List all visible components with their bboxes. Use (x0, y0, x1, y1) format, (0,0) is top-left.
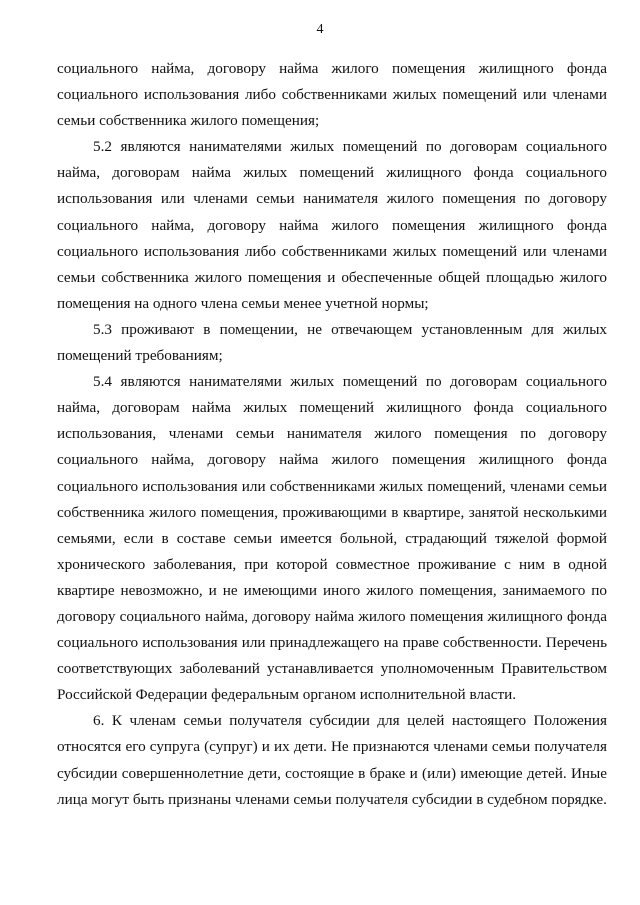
paragraph-continued: социального найма, договору найма жилого помещения жилищного фонда социального использования либо собственниками жилых помещений или членами семьи собственника жилого помещения; (57, 60, 607, 130)
paragraph-5-4: 5.4 являются нанимателями жилых помещений по договорам социального найма, договорам найма жилых помещений жилищного фонда социального использования, членами семьи нанимателя жилого помещения по договору социального найма, договору найма жилого помещения жилищного фонда социального использования или собственниками жилых помещений, членами семьи собственника жилого помещения, проживающими в квартире, занятой несколькими семьями, если в составе семьи имеется больной, страдающий тяжелой формой хронического заболевания, при которой совместное проживание с ним в одной квартире невозможно, и не имеющими иного жилого помещения, занимаемого по договору социального найма, договору найма жилого помещения жилищного фонда социального использования или принадлежащего на праве собственности. Перечень соответствующих заболеваний устанавливается уполномоченным Правительством Российской Федерации федеральным органом исполнительной власти. (57, 373, 607, 704)
document-body (57, 56, 607, 813)
paragraph-6: 6. К членам семьи получателя субсидии для целей настоящего Положения относятся его супруга (супруг) и их дети. Не признаются членами семьи получателя субсидии совершеннолетние дети, состоящие в браке и (или) имеющие детей. Иные лица могут быть признаны членами семьи получателя субсидии в судебном порядке. (57, 712, 607, 808)
paragraph-5-2: 5.2 являются нанимателями жилых помещений по договорам социального найма, договорам найма жилых помещений жилищного фонда социального использования или членами семьи нанимателя жилого помещения по договору социального найма, договору найма жилого помещения жилищного фонда социального использования либо собственниками жилых помещений или членами семьи собственника жилого помещения и обеспеченные общей площадью жилого помещения на одного члена семьи менее учетной нормы; (57, 138, 607, 312)
page-number: 4 (316, 22, 324, 37)
paragraph-5-3: 5.3 проживают в помещении, не отвечающем установленным для жилых помещений требованиям; (57, 320, 607, 365)
